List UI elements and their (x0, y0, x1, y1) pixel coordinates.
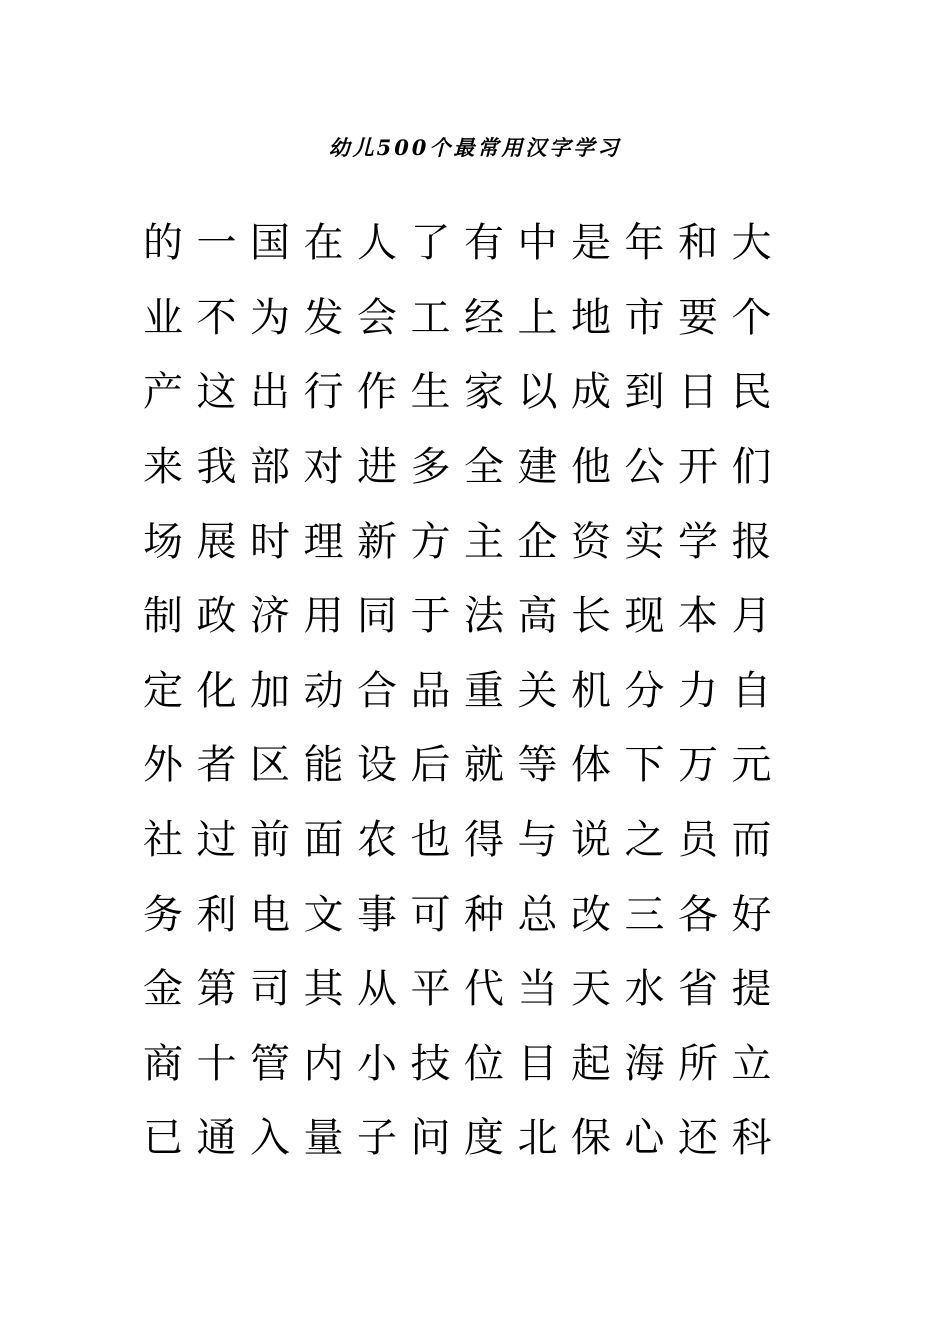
character-row (143, 206, 793, 281)
hanzi-character: 第 (196, 966, 237, 1013)
hanzi-character: 元 (731, 742, 772, 789)
hanzi-character: 之 (624, 817, 665, 864)
hanzi-character: 产 (143, 369, 183, 416)
hanzi-character: 民 (731, 369, 772, 416)
hanzi-character: 商 (143, 1040, 183, 1087)
hanzi-character: 利 (196, 891, 237, 938)
hanzi-character: 大 (731, 220, 772, 267)
hanzi-character: 资 (571, 518, 611, 565)
hanzi-character: 各 (678, 891, 718, 938)
hanzi-character: 市 (624, 294, 665, 341)
character-row (143, 355, 793, 430)
hanzi-character: 面 (303, 817, 344, 864)
hanzi-character: 说 (571, 817, 611, 864)
hanzi-character: 也 (410, 817, 451, 864)
character-row (143, 430, 793, 505)
hanzi-character: 管 (250, 1040, 290, 1087)
hanzi-character: 实 (624, 518, 665, 565)
hanzi-character: 高 (517, 593, 558, 640)
hanzi-character: 技 (410, 1040, 451, 1087)
hanzi-character: 十 (196, 1040, 237, 1087)
hanzi-character: 工 (410, 294, 451, 341)
character-row (143, 1027, 793, 1102)
hanzi-character: 开 (678, 444, 718, 491)
hanzi-character: 学 (678, 518, 718, 565)
hanzi-character: 下 (624, 742, 665, 789)
hanzi-character: 一 (196, 220, 237, 267)
character-row (143, 877, 793, 952)
hanzi-character: 业 (143, 294, 183, 341)
hanzi-character: 有 (464, 220, 504, 267)
hanzi-character: 分 (624, 667, 665, 714)
hanzi-character: 自 (731, 667, 772, 714)
hanzi-character: 生 (410, 369, 451, 416)
hanzi-character: 国 (250, 220, 290, 267)
hanzi-character: 行 (303, 369, 344, 416)
hanzi-character: 个 (731, 294, 772, 341)
hanzi-character: 社 (143, 817, 183, 864)
hanzi-character: 不 (196, 294, 237, 341)
character-row (143, 281, 793, 356)
hanzi-character: 展 (196, 518, 237, 565)
hanzi-character: 还 (678, 1115, 718, 1162)
hanzi-character: 机 (571, 667, 611, 714)
hanzi-character: 公 (624, 444, 665, 491)
hanzi-character: 员 (678, 817, 718, 864)
hanzi-character: 政 (196, 593, 237, 640)
hanzi-character: 现 (624, 593, 665, 640)
hanzi-character: 年 (624, 220, 665, 267)
hanzi-character: 立 (731, 1040, 772, 1087)
hanzi-character: 济 (250, 593, 290, 640)
hanzi-character: 事 (357, 891, 397, 938)
hanzi-character: 电 (250, 891, 290, 938)
hanzi-character: 成 (571, 369, 611, 416)
hanzi-character: 代 (464, 966, 504, 1013)
hanzi-character: 全 (464, 444, 504, 491)
hanzi-character: 提 (731, 966, 772, 1013)
hanzi-character: 理 (303, 518, 344, 565)
hanzi-character: 为 (250, 294, 290, 341)
hanzi-character: 北 (517, 1115, 558, 1162)
hanzi-character: 定 (143, 667, 183, 714)
hanzi-character: 报 (731, 518, 772, 565)
character-row (143, 654, 793, 729)
hanzi-character: 本 (678, 593, 718, 640)
hanzi-character: 人 (357, 220, 397, 267)
hanzi-character: 文 (303, 891, 344, 938)
hanzi-character: 经 (464, 294, 504, 341)
hanzi-character: 他 (571, 444, 611, 491)
hanzi-character: 目 (517, 1040, 558, 1087)
hanzi-character: 万 (678, 742, 718, 789)
document-title: 幼儿500个最常用汉字学习 (328, 135, 622, 160)
hanzi-character: 所 (678, 1040, 718, 1087)
hanzi-character: 月 (731, 593, 772, 640)
hanzi-character: 以 (517, 369, 558, 416)
hanzi-character: 后 (410, 742, 451, 789)
hanzi-character: 务 (143, 891, 183, 938)
hanzi-character: 省 (678, 966, 718, 1013)
hanzi-character: 海 (624, 1040, 665, 1087)
hanzi-character: 和 (678, 220, 718, 267)
hanzi-character: 主 (464, 518, 504, 565)
hanzi-character: 天 (571, 966, 611, 1013)
hanzi-character: 部 (250, 444, 290, 491)
hanzi-character: 者 (196, 742, 237, 789)
hanzi-character: 力 (678, 667, 718, 714)
hanzi-character: 上 (517, 294, 558, 341)
hanzi-character: 保 (571, 1115, 611, 1162)
hanzi-character: 新 (357, 518, 397, 565)
hanzi-character: 与 (517, 817, 558, 864)
hanzi-character: 其 (303, 966, 344, 1013)
hanzi-character: 了 (410, 220, 451, 267)
hanzi-character: 多 (410, 444, 451, 491)
hanzi-character: 合 (357, 667, 397, 714)
hanzi-character: 小 (357, 1040, 397, 1087)
hanzi-character: 司 (250, 966, 290, 1013)
hanzi-character: 重 (464, 667, 504, 714)
hanzi-character: 可 (410, 891, 451, 938)
hanzi-character: 会 (357, 294, 397, 341)
hanzi-character: 作 (357, 369, 397, 416)
character-row (143, 579, 793, 654)
hanzi-character: 设 (357, 742, 397, 789)
hanzi-character: 地 (571, 294, 611, 341)
hanzi-character: 而 (731, 817, 772, 864)
hanzi-character: 好 (731, 891, 772, 938)
hanzi-character: 入 (250, 1115, 290, 1162)
hanzi-character: 加 (250, 667, 290, 714)
hanzi-character: 品 (410, 667, 451, 714)
character-row (143, 1101, 793, 1176)
hanzi-character: 来 (143, 444, 183, 491)
hanzi-character: 化 (196, 667, 237, 714)
hanzi-character: 起 (571, 1040, 611, 1087)
hanzi-character: 问 (410, 1115, 451, 1162)
hanzi-character: 出 (250, 369, 290, 416)
hanzi-character: 日 (678, 369, 718, 416)
hanzi-character: 关 (517, 667, 558, 714)
hanzi-character: 三 (624, 891, 665, 938)
hanzi-character: 要 (678, 294, 718, 341)
hanzi-character: 中 (517, 220, 558, 267)
hanzi-character: 同 (357, 593, 397, 640)
hanzi-character: 农 (357, 817, 397, 864)
hanzi-character: 这 (196, 369, 237, 416)
character-grid (143, 206, 793, 1176)
hanzi-character: 法 (464, 593, 504, 640)
hanzi-character: 量 (303, 1115, 344, 1162)
hanzi-character: 场 (143, 518, 183, 565)
hanzi-character: 得 (464, 817, 504, 864)
hanzi-character: 度 (464, 1115, 504, 1162)
hanzi-character: 种 (464, 891, 504, 938)
hanzi-character: 企 (517, 518, 558, 565)
hanzi-character: 内 (303, 1040, 344, 1087)
hanzi-character: 改 (571, 891, 611, 938)
hanzi-character: 的 (143, 220, 183, 267)
hanzi-character: 能 (303, 742, 344, 789)
hanzi-character: 平 (410, 966, 451, 1013)
hanzi-character: 就 (464, 742, 504, 789)
hanzi-character: 在 (303, 220, 344, 267)
hanzi-character: 等 (517, 742, 558, 789)
character-row (143, 952, 793, 1027)
hanzi-character: 总 (517, 891, 558, 938)
hanzi-character: 外 (143, 742, 183, 789)
hanzi-character: 于 (410, 593, 451, 640)
hanzi-character: 水 (624, 966, 665, 1013)
hanzi-character: 发 (303, 294, 344, 341)
character-row (143, 803, 793, 878)
hanzi-character: 位 (464, 1040, 504, 1087)
hanzi-character: 到 (624, 369, 665, 416)
hanzi-character: 对 (303, 444, 344, 491)
hanzi-character: 家 (464, 369, 504, 416)
hanzi-character: 动 (303, 667, 344, 714)
hanzi-character: 过 (196, 817, 237, 864)
hanzi-character: 时 (250, 518, 290, 565)
hanzi-character: 当 (517, 966, 558, 1013)
character-row (143, 504, 793, 579)
hanzi-character: 体 (571, 742, 611, 789)
hanzi-character: 我 (196, 444, 237, 491)
hanzi-character: 前 (250, 817, 290, 864)
hanzi-character: 方 (410, 518, 451, 565)
hanzi-character: 通 (196, 1115, 237, 1162)
hanzi-character: 金 (143, 966, 183, 1013)
hanzi-character: 们 (731, 444, 772, 491)
hanzi-character: 心 (624, 1115, 665, 1162)
hanzi-character: 是 (571, 220, 611, 267)
hanzi-character: 已 (143, 1115, 183, 1162)
hanzi-character: 建 (517, 444, 558, 491)
hanzi-character: 进 (357, 444, 397, 491)
hanzi-character: 从 (357, 966, 397, 1013)
character-row (143, 728, 793, 803)
hanzi-character: 制 (143, 593, 183, 640)
hanzi-character: 子 (357, 1115, 397, 1162)
hanzi-character: 科 (731, 1115, 772, 1162)
hanzi-character: 用 (303, 593, 344, 640)
hanzi-character: 区 (250, 742, 290, 789)
hanzi-character: 长 (571, 593, 611, 640)
